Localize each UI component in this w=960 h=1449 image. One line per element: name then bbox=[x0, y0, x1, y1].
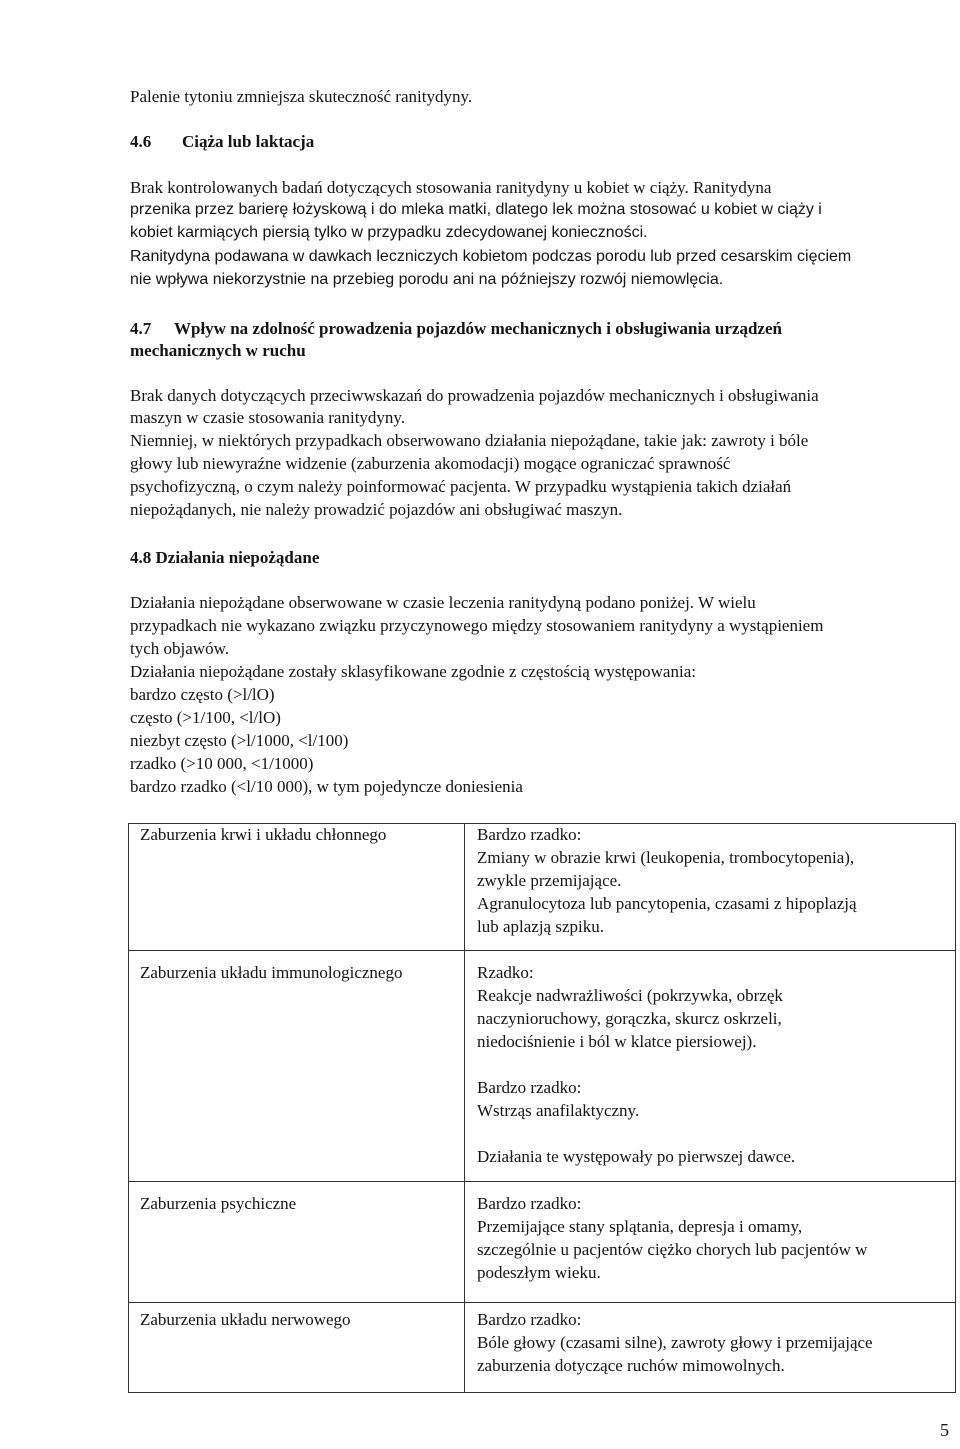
section-4-8-heading: 4.8 Działania niepożądane bbox=[130, 548, 320, 567]
frequency-item: często (>1/100, <l/lO) bbox=[130, 708, 281, 727]
section-4-6-number: 4.6 bbox=[130, 132, 152, 151]
table-row-divider bbox=[128, 1181, 956, 1182]
table-frequency: Bardzo rzadko: bbox=[477, 825, 582, 844]
table-description: Wstrząs anafilaktyczny. bbox=[477, 1101, 640, 1120]
section-4-6-title: Ciąża lub laktacja bbox=[182, 132, 315, 151]
table-description: naczynioruchowy, gorączka, skurcz oskrzeli, bbox=[477, 1009, 782, 1028]
table-description: Przemijające stany splątania, depresja i omamy, bbox=[477, 1217, 803, 1236]
table-category: Zaburzenia układu nerwowego bbox=[140, 1310, 351, 1329]
table-row-divider bbox=[128, 1302, 956, 1303]
frequency-item: bardzo rzadko (<l/10 000), w tym pojedyncze doniesienia bbox=[130, 777, 523, 796]
section-4-6-line: Brak kontrolowanych badań dotyczących stosowania ranitydyny u kobiet w ciąży. Ranitydyna bbox=[130, 178, 772, 197]
section-4-8-line: Działania niepożądane zostały sklasyfikowane zgodnie z częstością występowania: bbox=[130, 662, 696, 681]
frequency-item: bardzo często (>l/lO) bbox=[130, 685, 275, 704]
section-4-7-title-line2: mechanicznych w ruchu bbox=[130, 341, 306, 360]
section-4-6-heading bbox=[130, 131, 314, 154]
table-description: podeszłym wieku. bbox=[477, 1263, 601, 1282]
table-description: Działania te występowały po pierwszej dawce. bbox=[477, 1147, 796, 1166]
section-4-6-line: kobiet karmiących piersią tylko w przypadku zdecydowanej konieczności. bbox=[130, 224, 648, 241]
table-frequency: Bardzo rzadko: bbox=[477, 1310, 582, 1329]
section-4-7-line: niepożądanych, nie należy prowadzić pojazdów ani obsługiwać maszyn. bbox=[130, 500, 623, 519]
section-4-7-line: głowy lub niewyraźne widzenie (zaburzenia akomodacji) mogące ograniczać sprawność bbox=[130, 454, 731, 473]
table-description: Bóle głowy (czasami silne), zawroty głowy i przemijające bbox=[477, 1333, 873, 1352]
section-4-6-line: nie wpływa niekorzystnie na przebieg porodu ani na późniejszy rozwój niemowlęcia. bbox=[130, 271, 724, 288]
table-description: lub aplazją szpiku. bbox=[477, 917, 604, 936]
section-4-7-title-line1: Wpływ na zdolność prowadzenia pojazdów mechanicznych i obsługiwania urządzeń bbox=[174, 319, 782, 338]
table-row-divider bbox=[128, 950, 956, 951]
page-number: 5 bbox=[940, 1420, 949, 1440]
intro-line: Palenie tytoniu zmniejsza skuteczność ranitydyny. bbox=[130, 87, 473, 106]
section-4-8-line: Działania niepożądane obserwowane w czasie leczenia ranitydyną podano poniżej. W wielu bbox=[130, 593, 756, 612]
table-border-bottom bbox=[128, 1392, 956, 1393]
section-4-7-line: Brak danych dotyczących przeciwwskazań do prowadzenia pojazdów mechanicznych i obsługiwania bbox=[130, 386, 819, 405]
table-frequency: Bardzo rzadko: bbox=[477, 1194, 582, 1213]
table-description: niedociśnienie i ból w klatce piersiowej). bbox=[477, 1032, 757, 1051]
table-border-right bbox=[955, 823, 956, 1393]
table-description: Zmiany w obrazie krwi (leukopenia, trombocytopenia), bbox=[477, 848, 855, 867]
section-4-8-line: przypadkach nie wykazano związku przyczynowego między stosowaniem ranitydyny a wystąpieniem bbox=[130, 616, 824, 635]
table-description: zwykle przemijające. bbox=[477, 871, 622, 890]
table-category: Zaburzenia układu immunologicznego bbox=[140, 963, 403, 982]
table-description: zaburzenia dotyczące ruchów mimowolnych. bbox=[477, 1356, 785, 1375]
section-4-6-line: przenika przez barierę łożyskową i do mleka matki, dlatego lek można stosować u kobiet w ciąży i bbox=[130, 201, 822, 218]
section-4-7-number: 4.7 bbox=[130, 319, 152, 338]
section-4-7-line: Niemniej, w niektórych przypadkach obserwowano działania niepożądane, takie jak: zawroty i bóle bbox=[130, 431, 809, 450]
table-frequency: Rzadko: bbox=[477, 963, 534, 982]
table-description: szczególnie u pacjentów ciężko chorych lub pacjentów w bbox=[477, 1240, 868, 1259]
frequency-item: niezbyt często (>l/1000, <l/100) bbox=[130, 731, 349, 750]
table-column-divider bbox=[464, 823, 465, 1393]
table-frequency: Bardzo rzadko: bbox=[477, 1078, 582, 1097]
section-4-6-line: Ranitydyna podawana w dawkach leczniczych kobietom podczas porodu lub przed cesarskim cięciem bbox=[130, 248, 852, 265]
section-4-7-heading bbox=[130, 318, 782, 341]
table-border-left bbox=[128, 823, 129, 1393]
section-4-7-line: psychofizyczną, o czym należy poinformować pacjenta. W przypadku wystąpienia takich działań bbox=[130, 477, 792, 496]
table-category: Zaburzenia krwi i układu chłonnego bbox=[140, 825, 387, 844]
frequency-item: rzadko (>10 000, <1/1000) bbox=[130, 754, 314, 773]
table-description: Reakcje nadwrażliwości (pokrzywka, obrzęk bbox=[477, 986, 783, 1005]
table-category: Zaburzenia psychiczne bbox=[140, 1194, 297, 1213]
section-4-7-line: maszyn w czasie stosowania ranitydyny. bbox=[130, 408, 406, 427]
table-description: Agranulocytoza lub pancytopenia, czasami z hipoplazją bbox=[477, 894, 857, 913]
section-4-8-line: tych objawów. bbox=[130, 639, 229, 658]
